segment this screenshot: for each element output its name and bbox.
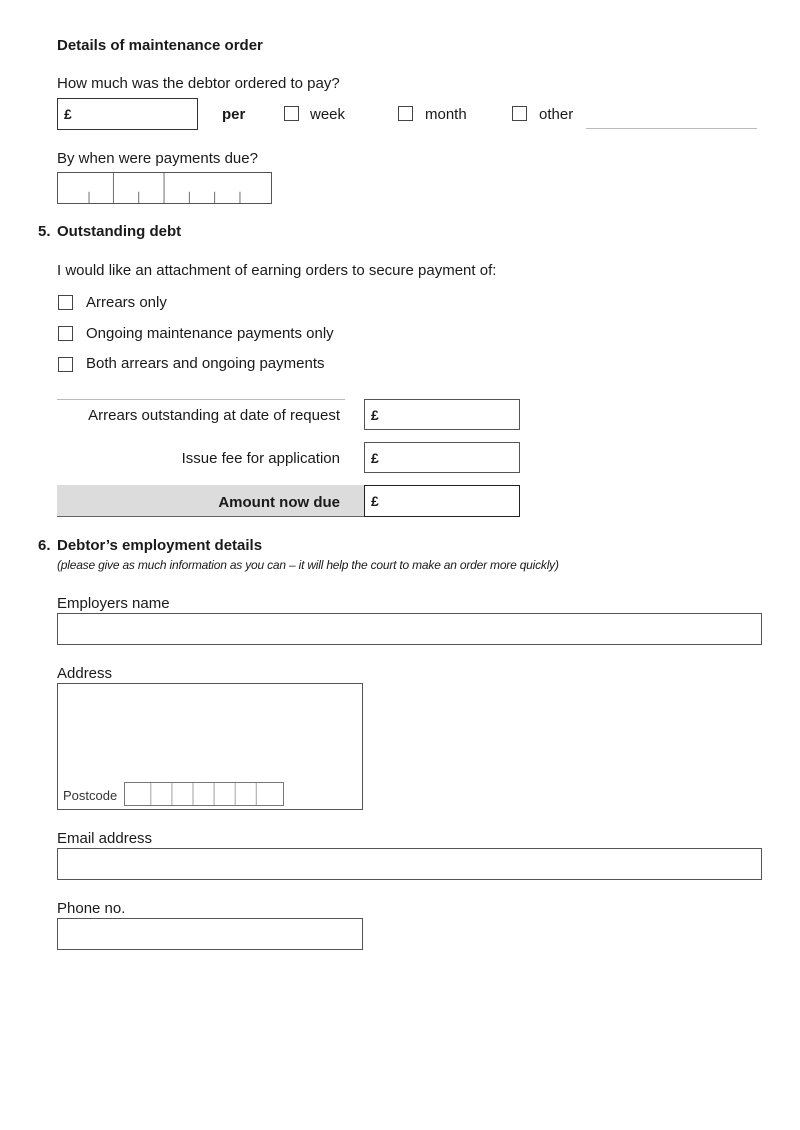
section6-number: 6.	[38, 537, 51, 554]
arrears-amount-label: Arrears outstanding at date of request	[88, 407, 340, 424]
amount-question: How much was the debtor ordered to pay?	[57, 75, 340, 92]
amount-due-input[interactable]	[364, 485, 520, 517]
table-top-rule	[57, 399, 345, 400]
issue-fee-label: Issue fee for application	[181, 450, 340, 467]
section6-title: Debtor’s employment details	[57, 537, 263, 554]
currency-symbol: £	[64, 106, 72, 122]
postcode-label: Postcode	[63, 788, 118, 803]
due-question: By when were payments due?	[57, 150, 258, 167]
other-checkbox[interactable]	[512, 106, 527, 121]
week-label: week	[310, 106, 346, 123]
address-input[interactable]	[57, 683, 363, 810]
currency-symbol: £	[371, 450, 379, 466]
month-checkbox[interactable]	[398, 106, 413, 121]
postcode-cell-dividers	[125, 783, 283, 805]
maintenance-heading: Details of maintenance order	[57, 37, 263, 54]
arrears-amount-input[interactable]	[364, 399, 520, 430]
amount-input[interactable]	[57, 98, 198, 130]
currency-symbol: £	[371, 493, 379, 509]
address-label: Address	[57, 665, 113, 682]
other-label: other	[539, 106, 574, 123]
section5-intro: I would like an attachment of earning orders to secure payment of:	[57, 262, 497, 279]
both-checkbox[interactable]	[58, 357, 73, 372]
month-label: month	[425, 106, 467, 123]
ongoing-only-checkbox[interactable]	[58, 326, 73, 341]
currency-symbol: £	[371, 407, 379, 423]
employer-name-input[interactable]	[57, 613, 762, 645]
week-checkbox[interactable]	[284, 106, 299, 121]
date-segment-ticks	[58, 173, 271, 203]
section6-note: (please give as much information as you can – it will help the court to make an order more quickly)	[57, 558, 559, 572]
other-input-line[interactable]	[586, 128, 757, 129]
section5-number: 5.	[38, 223, 51, 240]
both-label: Both arrears and ongoing payments	[86, 355, 325, 372]
email-label: Email address	[57, 830, 153, 847]
due-date-input[interactable]	[57, 172, 272, 204]
phone-label: Phone no.	[57, 900, 126, 917]
phone-input[interactable]	[57, 918, 363, 950]
ongoing-only-label: Ongoing maintenance payments only	[86, 325, 334, 342]
issue-fee-input[interactable]	[364, 442, 520, 473]
postcode-input[interactable]	[124, 782, 284, 806]
arrears-only-label: Arrears only	[86, 294, 167, 311]
email-input[interactable]	[57, 848, 762, 880]
employer-name-label: Employers name	[57, 595, 170, 612]
arrears-only-checkbox[interactable]	[58, 295, 73, 310]
section5-title: Outstanding debt	[57, 223, 182, 240]
per-label: per	[222, 106, 246, 123]
amount-due-label: Amount now due	[218, 494, 340, 511]
